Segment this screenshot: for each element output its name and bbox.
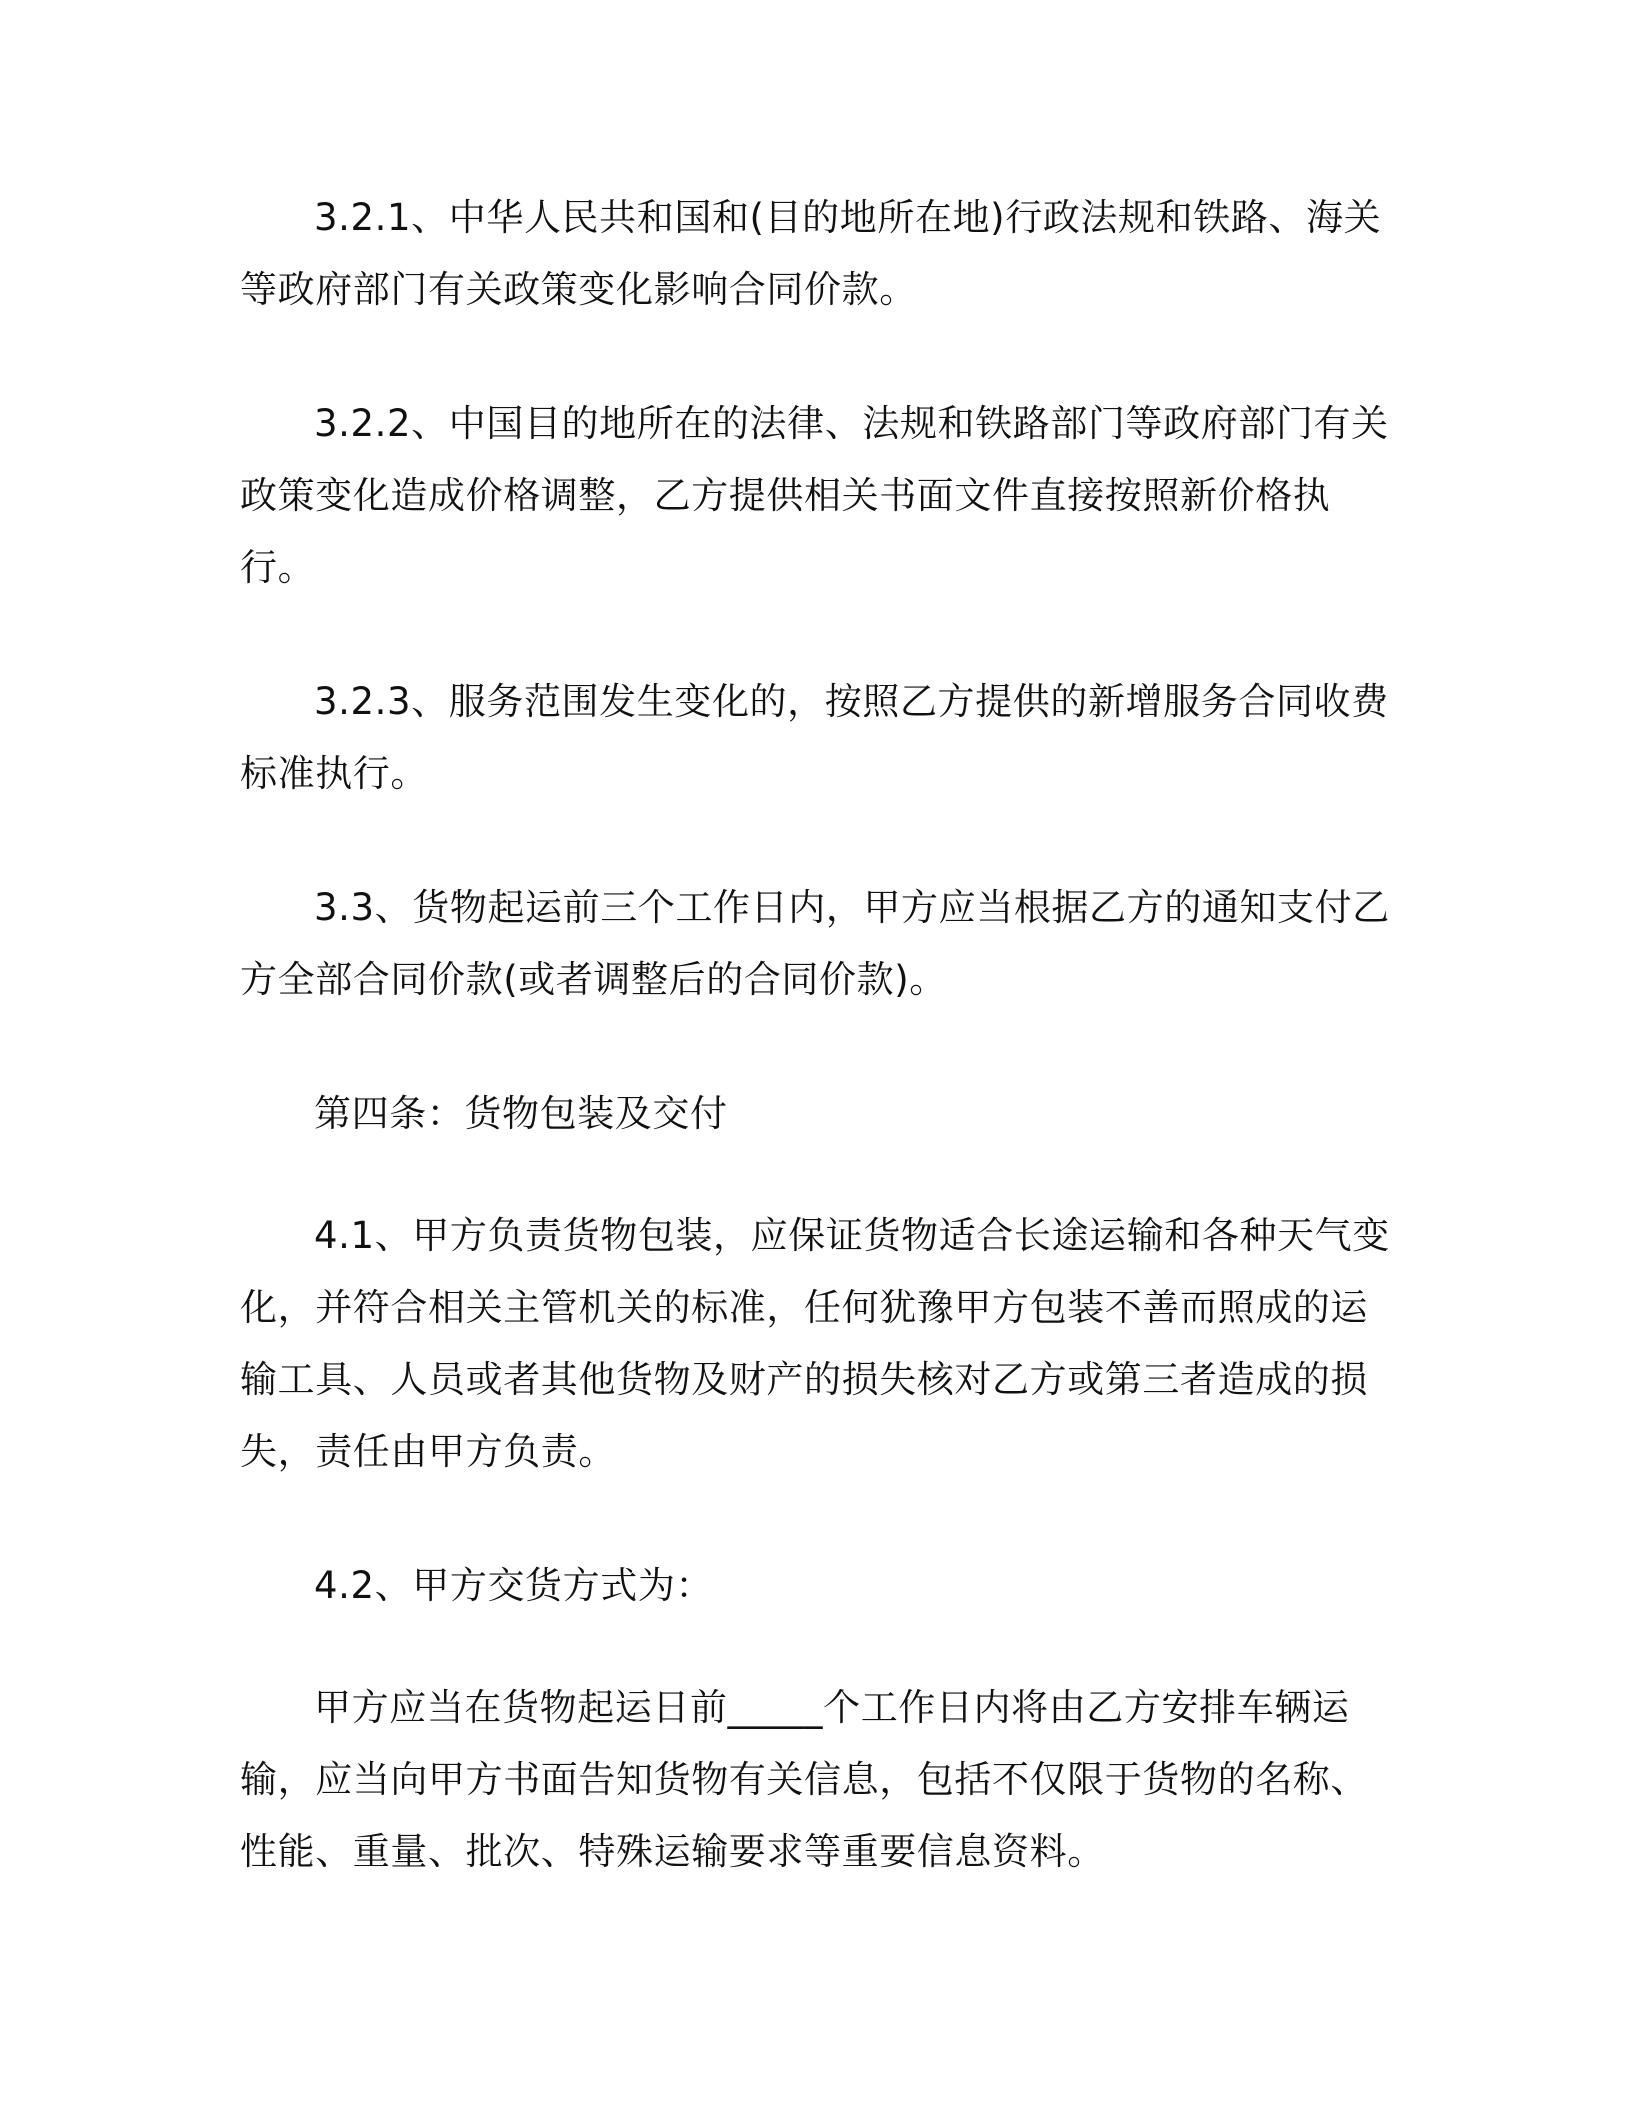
clause-4-2: 4.2、甲方交货方式为：: [314, 1564, 714, 1607]
clause-3-2-3: 3.2.3、服务范围发生变化的，按照乙方提供的新增服务合同收费标准执行。: [240, 680, 1389, 795]
clause-4-1: 4.1、甲方负责货物包装，应保证货物适合长途运输和各种天气变化，并符合相关主管机关的标准，任何犹豫甲方包装不善而照成的运输工具、人员或者其他货物及财产的损失核对乙方或第三者造成的损失，责任由甲方负责。: [240, 1214, 1390, 1473]
section-heading-article-4: 第四条：货物包装及交付: [314, 1092, 728, 1135]
clause-3-2-2: 3.2.2、中国目的地所在的法律、法规和铁路部门等政府部门有关政策变化造成价格调整，乙方提供相关书面文件直接按照新价格执行。: [240, 402, 1389, 589]
clause-3-2-1: 3.2.1、中华人民共和国和(目的地所在地)行政法规和铁路、海关等政府部门有关政策变化影响合同价款。: [240, 196, 1382, 311]
clause-3-3: 3.3、货物起运前三个工作日内，甲方应当根据乙方的通知支付乙方全部合同价款(或者调整后的合同价款)。: [240, 886, 1390, 1001]
delivery-method-paragraph: 甲方应当在货物起运日前_____个工作日内将由乙方安排车辆运输，应当向甲方书面告知货物有关信息，包括不仅限于货物的名称、性能、重量、批次、特殊运输要求等重要信息资料。: [240, 1686, 1368, 1873]
document-body: [240, 182, 1400, 1950]
